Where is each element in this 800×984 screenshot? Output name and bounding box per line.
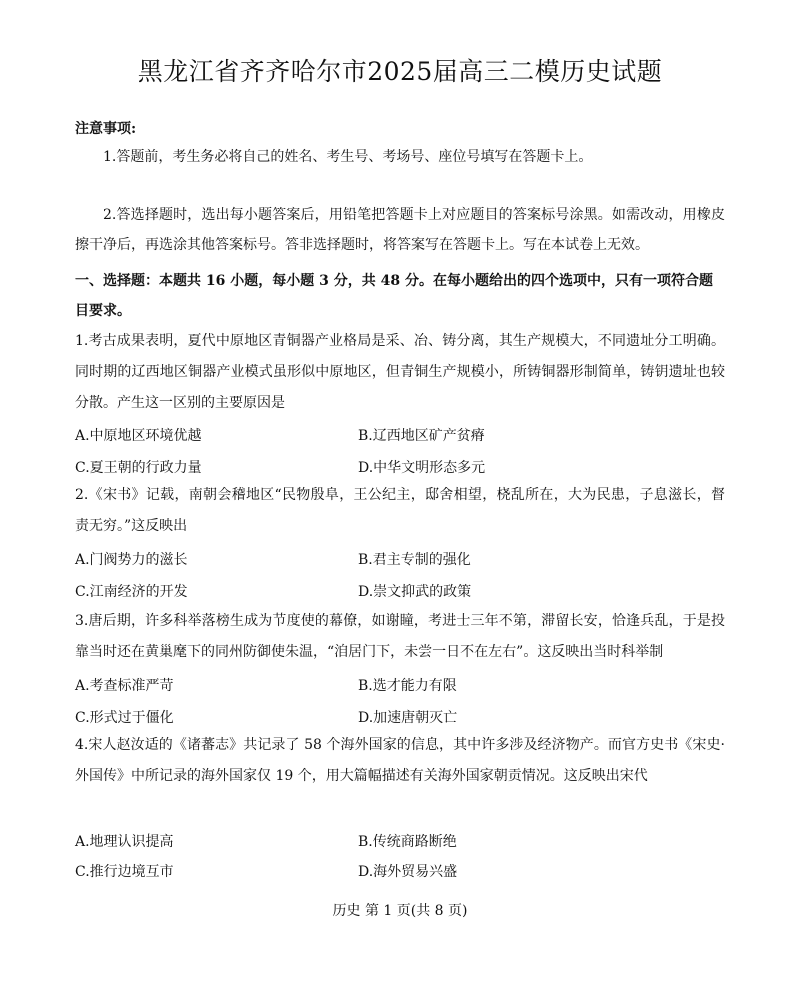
notice-item-2: 2.答选择题时，选出每小题答案后，用铅笔把答题卡上对应题目的答案标号涂黑。如需改动，用橡皮擦干净后，再选涂其他答案标号。答非选择题时，将答案写在答题卡上。写在本试卷上无效。 [75, 207, 725, 253]
question-3-option-b: B.选才能力有限 [358, 678, 457, 694]
question-2-option-d: D.崇文抑武的政策 [358, 584, 472, 600]
notice-item-1: 1.答题前，考生务必将自己的姓名、考生号、考场号、座位号填写在答题卡上。 [103, 149, 593, 165]
question-3-option-d: D.加速唐朝灭亡 [358, 710, 458, 726]
question-2-option-c: C.江南经济的开发 [75, 584, 188, 600]
question-4-option-a: A.地理认识提高 [75, 834, 174, 850]
question-2-stem: 2.《宋书》记载，南朝会稽地区“民物殷阜，王公纪主，邸舍相望，桡乱所在，大为民患，子息滋长，督责无穷。”这反映出 [75, 487, 725, 534]
question-1-option-a: A.中原地区环境优越 [75, 428, 202, 444]
page-title: 黑龙江省齐齐哈尔市2025届高三二模历史试题 [137, 57, 663, 86]
question-1-option-d: D.中华文明形态多元 [358, 460, 486, 476]
question-3-option-c: C.形式过于僵化 [75, 710, 174, 726]
question-3-option-a: A.考查标准严苛 [75, 678, 174, 694]
question-2-option-b: B.君主专制的强化 [358, 552, 471, 568]
question-3-stem: 3.唐后期，许多科举落榜生成为节度使的幕僚，如谢瞳，考进士三年不第，滞留长安，恰逢兵乱，于是投靠当时还在黄巢麾下的同州防御使朱温，“洎居门下，未尝一日不在左右”。这反映出当时科举制 [75, 613, 725, 660]
question-1-option-c: C.夏王朝的行政力量 [75, 460, 202, 476]
question-4-option-c: C.推行边境互市 [75, 864, 174, 880]
question-1-option-b: B.辽西地区矿产贫瘠 [358, 428, 485, 444]
question-1-stem: 1.考古成果表明，夏代中原地区青铜器产业格局是采、冶、铸分离，其生产规模大，不同遗址分工明确。同时期的辽西地区铜器产业模式虽形似中原地区，但青铜生产规模小，所铸铜器形制简单，铸钥遗址也较分散。产生这一区别的主要原因是 [75, 333, 725, 411]
question-2-option-a: A.门阀势力的滋长 [75, 552, 188, 568]
question-4-option-b: B.传统商路断绝 [358, 834, 457, 850]
question-4-option-d: D.海外贸易兴盛 [358, 864, 458, 880]
section-heading: 一、选择题：本题共 16 小题，每小题 3 分，共 48 分。在每小题给出的四个选项中，只有一项符合题目要求。 [75, 273, 713, 319]
page-footer: 历史 第 1 页(共 8 页) [332, 903, 468, 919]
notice-heading: 注意事项: [75, 121, 137, 137]
question-4-stem: 4.宋人赵汝适的《诸蕃志》共记录了 58 个海外国家的信息，其中许多涉及经济物产。而官方史书《宋史·外国传》中所记录的海外国家仅 19 个，用大篇幅描述有关海外国家朝贡情况。这反映出宋代 [75, 737, 725, 784]
